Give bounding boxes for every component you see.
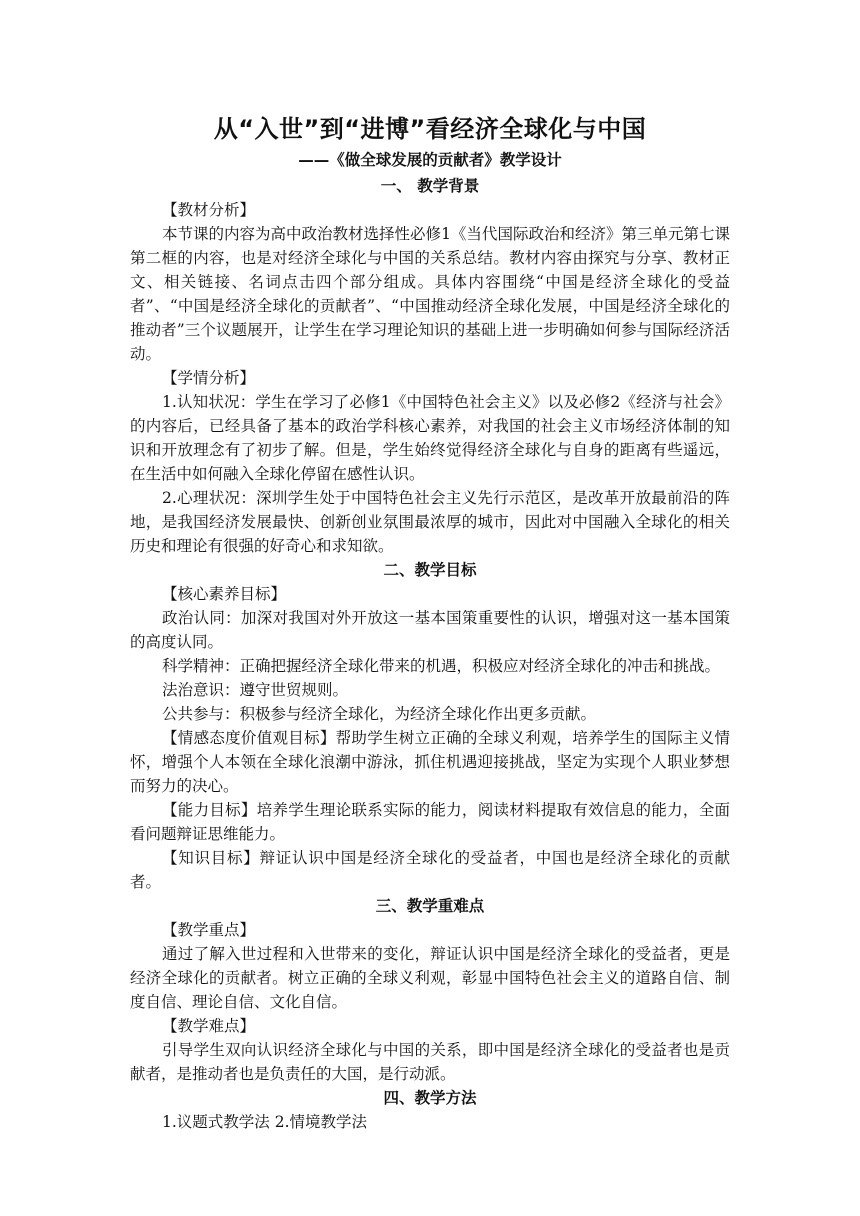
document-subtitle: ——《做全球发展的贡献者》教学设计 <box>298 151 562 169</box>
teaching-focus-label: 【教学重点】 <box>162 921 256 939</box>
public-participation-text: 公共参与：积极参与经济全球化，为经济全球化作出更多贡献。 <box>162 705 597 723</box>
document-body <box>130 112 730 1134</box>
section-heading-goals: 二、教学目标 <box>383 561 477 579</box>
material-analysis-label: 【教材分析】 <box>162 201 256 219</box>
teaching-difficulty-text: 引导学生双向认识经济全球化与中国的关系，即中国是经济全球化的受益者也是贡献者，是推动者也是负责任的大国，是行动派。 <box>130 1041 730 1083</box>
document-title: 从“入世”到“进博”看经济全球化与中国 <box>213 115 647 143</box>
political-identity-text: 政治认同：加深对我国对外开放这一基本国策重要性的认识，增强对这一基本国策的高度认同。 <box>130 609 730 651</box>
psychological-status-text: 2.心理状况：深圳学生处于中国特色社会主义先行示范区，是改革开放最前沿的阵地，是我国经济发展最快、创新创业氛围最浓厚的城市，因此对中国融入全球化的相关历史和理论有很强的好奇心和求知欲。 <box>130 489 730 555</box>
scientific-spirit-text: 科学精神：正确把握经济全球化带来的机遇，积极应对经济全球化的冲击和挑战。 <box>162 657 721 675</box>
core-literacy-label: 【核心素养目标】 <box>162 585 287 603</box>
ability-goal-text: 【能力目标】培养学生理论联系实际的能力，阅读材料提取有效信息的能力，全面看问题辩证思维能力。 <box>130 801 730 843</box>
emotion-goal-text: 【情感态度价值观目标】帮助学生树立正确的全球义利观，培养学生的国际主义情怀，增强个人本领在全球化浪潮中游泳，抓住机遇迎接挑战，坚定为实现个人职业梦想而努力的决心。 <box>130 729 730 795</box>
section-heading-methods: 四、教学方法 <box>383 1089 477 1107</box>
section-heading-background: 一、 教学背景 <box>380 177 480 195</box>
rule-of-law-text: 法治意识：遵守世贸规则。 <box>162 681 349 699</box>
material-analysis-text: 本节课的内容为高中政治教材选择性必修1《当代国际政治和经济》第三单元第七课第二框的内容，也是对经济全球化与中国的关系总结。教材内容由探究与分享、教材正文、相关链接、名词点击四个部分组成。具体内容围绕“中国是经济全球化的受益者”、“中国是经济全球化的贡献者”、“中国推动经济全球化发展，中国是经济全球化的推动者”三个议题展开，让学生在学习理论知识的基础上进一步明确如何参与国际经济活动。 <box>130 225 730 363</box>
section-heading-key-points: 三、教学重难点 <box>375 897 485 915</box>
cognitive-status-text: 1.认知状况：学生在学习了必修1《中国特色社会主义》以及必修2《经济与社会》的内容后，已经具备了基本的政治学科核心素养，对我国的社会主义市场经济体制的知识和开放理念有了初步了解。但是，学生始终觉得经济全球化与自身的距离有些遥远，在生活中如何融入全球化停留在感性认识。 <box>130 393 730 483</box>
knowledge-goal-text: 【知识目标】辩证认识中国是经济全球化的受益者，中国也是经济全球化的贡献者。 <box>130 849 730 891</box>
student-analysis-label: 【学情分析】 <box>162 369 256 387</box>
teaching-methods-text: 1.议题式教学法 2.情境教学法 <box>162 1113 368 1131</box>
teaching-difficulty-label: 【教学难点】 <box>162 1017 256 1035</box>
teaching-focus-text: 通过了解入世过程和入世带来的变化，辩证认识中国是经济全球化的受益者，更是经济全球化的贡献者。树立正确的全球义利观，彰显中国特色社会主义的道路自信、制度自信、理论自信、文化自信。 <box>130 945 730 1011</box>
